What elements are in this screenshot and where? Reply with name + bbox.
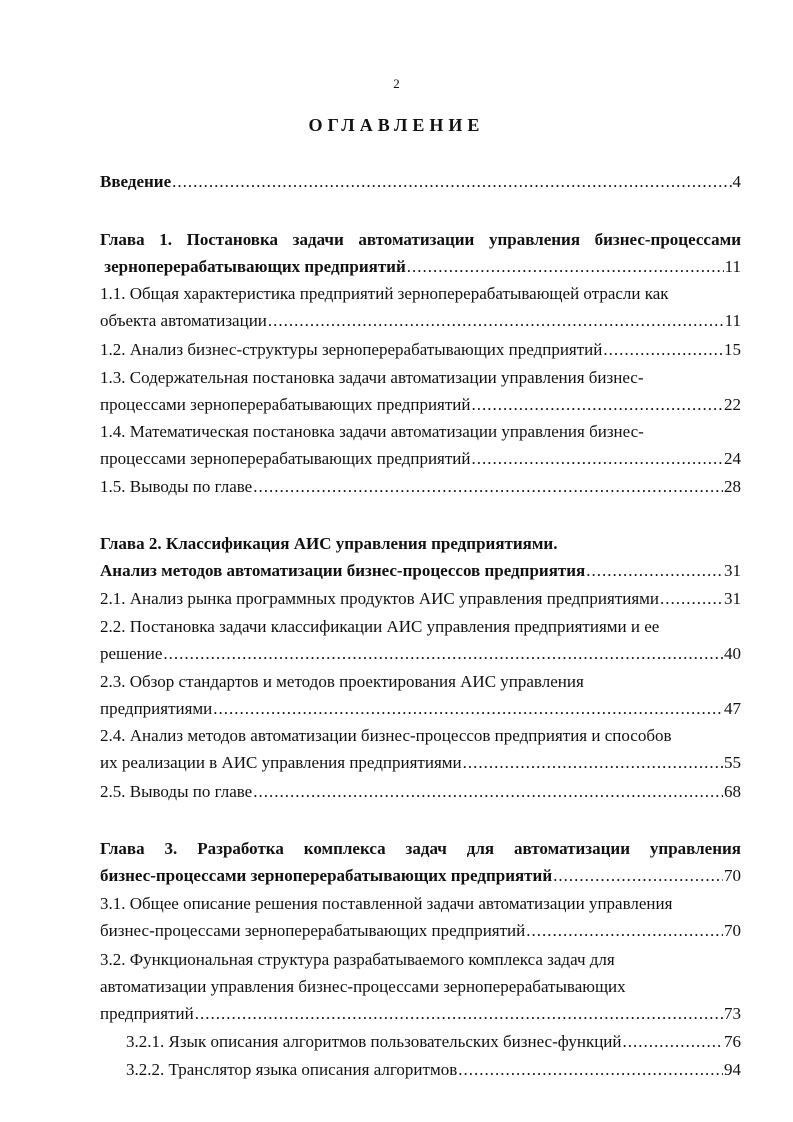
- entry-line: объекта автоматизации: [100, 311, 267, 330]
- entry-line: 3.1. Общее описание решения поставленной задачи автоматизации управления: [100, 894, 673, 913]
- dot-leader: [458, 1056, 723, 1083]
- dot-leader: [526, 917, 723, 944]
- page-ref: 47: [724, 699, 741, 718]
- entry-line: Глава 2. Классификация АИС управления предприятиями.: [100, 534, 558, 553]
- page-ref: 11: [724, 257, 741, 276]
- entry-line: Введение: [100, 172, 172, 191]
- page-ref: 31: [724, 589, 741, 608]
- toc-entry-chapter-3[interactable]: [100, 835, 741, 889]
- entry-line: Анализ методов автоматизации бизнес-процессов предприятия: [100, 561, 586, 580]
- entry-line: 1.3. Содержательная постановка задачи автоматизации управления бизнес-: [100, 368, 644, 387]
- entry-line: решение: [100, 644, 163, 663]
- toc-entry-3-2[interactable]: [100, 946, 741, 1027]
- toc-entry-3-2-2[interactable]: [100, 1056, 741, 1083]
- toc-entry-2-1[interactable]: [100, 585, 741, 612]
- dot-leader: [586, 557, 723, 584]
- toc-entry-2-5[interactable]: [100, 778, 741, 805]
- toc-entry-1-1[interactable]: [100, 280, 741, 334]
- page-ref: 68: [724, 782, 741, 801]
- dot-leader: [163, 640, 723, 667]
- entry-line: 1.4. Математическая постановка задачи автоматизации управления бизнес-: [100, 422, 644, 441]
- entry-line: 2.2. Постановка задачи классификации АИС управления предприятиями и ее: [100, 617, 660, 636]
- toc-title: ОГЛАВЛЕНИЕ: [308, 115, 485, 135]
- dot-leader: [195, 1000, 723, 1027]
- dot-leader: [603, 336, 723, 363]
- dot-leader: [660, 585, 723, 612]
- entry-line: бизнес-процессами зерноперерабатывающих предприятий: [100, 866, 553, 885]
- entry-line: зерноперерабатывающих предприятий: [100, 257, 406, 276]
- entry-line: 1.1. Общая характеристика предприятий зерноперерабатывающей отрасли как: [100, 284, 669, 303]
- page-number: 2: [393, 76, 400, 91]
- entry-line: их реализации в АИС управления предприятиями: [100, 753, 462, 772]
- toc-entry-1-3[interactable]: [100, 364, 741, 418]
- dot-leader: [623, 1028, 723, 1055]
- toc-entry-2-2[interactable]: [100, 613, 741, 667]
- entry-line: автоматизации управления бизнес-процессами зерноперерабатывающих: [100, 977, 626, 996]
- entry-line: предприятиями: [100, 699, 213, 718]
- dot-leader: [213, 695, 723, 722]
- page-ref: 70: [724, 921, 741, 940]
- entry-line: 1.5. Выводы по главе: [100, 477, 253, 496]
- entry-line: 3.2.2. Транслятор языка описания алгоритмов: [126, 1060, 458, 1079]
- page-ref: 73: [724, 1004, 741, 1023]
- toc-entry-2-4[interactable]: [100, 722, 741, 776]
- dot-leader: [172, 168, 731, 195]
- entry-line: 2.1. Анализ рынка программных продуктов АИС управления предприятиями: [100, 589, 660, 608]
- dot-leader: [463, 749, 723, 776]
- toc-entry-1-2[interactable]: [100, 336, 741, 363]
- entry-line: 1.2. Анализ бизнес-структуры зерноперерабатывающих предприятий: [100, 340, 603, 359]
- page-ref: 70: [724, 866, 741, 885]
- page-ref: 94: [724, 1060, 741, 1079]
- toc-entry-3-2-1[interactable]: [100, 1028, 741, 1055]
- toc-entry-1-5[interactable]: [100, 473, 741, 500]
- dot-leader: [253, 473, 723, 500]
- toc-entry-chapter-2[interactable]: [100, 530, 741, 584]
- entry-line: бизнес-процессами зерноперерабатывающих предприятий: [100, 921, 526, 940]
- page-ref: 76: [724, 1032, 741, 1051]
- page-ref: 28: [724, 477, 741, 496]
- dot-leader: [472, 391, 723, 418]
- entry-line: 2.4. Анализ методов автоматизации бизнес-процессов предприятия и способов: [100, 726, 672, 745]
- page-ref: 22: [724, 395, 741, 414]
- page-ref: 15: [724, 340, 741, 359]
- page-ref: 11: [724, 311, 741, 330]
- entry-line: процессами зерноперерабатывающих предприятий: [100, 395, 471, 414]
- page-ref: 24: [724, 449, 741, 468]
- dot-leader: [553, 862, 723, 889]
- toc-entry-2-3[interactable]: [100, 668, 741, 722]
- toc-entry-introduction[interactable]: [100, 168, 741, 195]
- entry-line: 3.2.1. Язык описания алгоритмов пользовательских бизнес-функций: [126, 1032, 622, 1051]
- page-ref: 40: [724, 644, 741, 663]
- page-ref: 31: [724, 561, 741, 580]
- toc-entry-chapter-1[interactable]: [100, 226, 741, 280]
- entry-line: 2.5. Выводы по главе: [100, 782, 253, 801]
- entry-line: 3.2. Функциональная структура разрабатываемого комплекса задач для: [100, 950, 615, 969]
- page-ref: 55: [724, 753, 741, 772]
- dot-leader: [472, 445, 723, 472]
- page-ref: 4: [732, 172, 741, 191]
- entry-line: Глава 1. Постановка задачи автоматизации управления бизнес-процессами: [100, 230, 741, 249]
- dot-leader: [253, 778, 723, 805]
- dot-leader: [268, 307, 724, 334]
- entry-line: предприятий: [100, 1004, 194, 1023]
- entry-line: 2.3. Обзор стандартов и методов проектирования АИС управления: [100, 672, 584, 691]
- entry-line: процессами зерноперерабатывающих предприятий: [100, 449, 471, 468]
- toc-entry-1-4[interactable]: [100, 418, 741, 472]
- dot-leader: [407, 253, 724, 280]
- toc-entry-3-1[interactable]: [100, 890, 741, 944]
- entry-line: Глава 3. Разработка комплекса задач для автоматизации управления: [100, 839, 741, 858]
